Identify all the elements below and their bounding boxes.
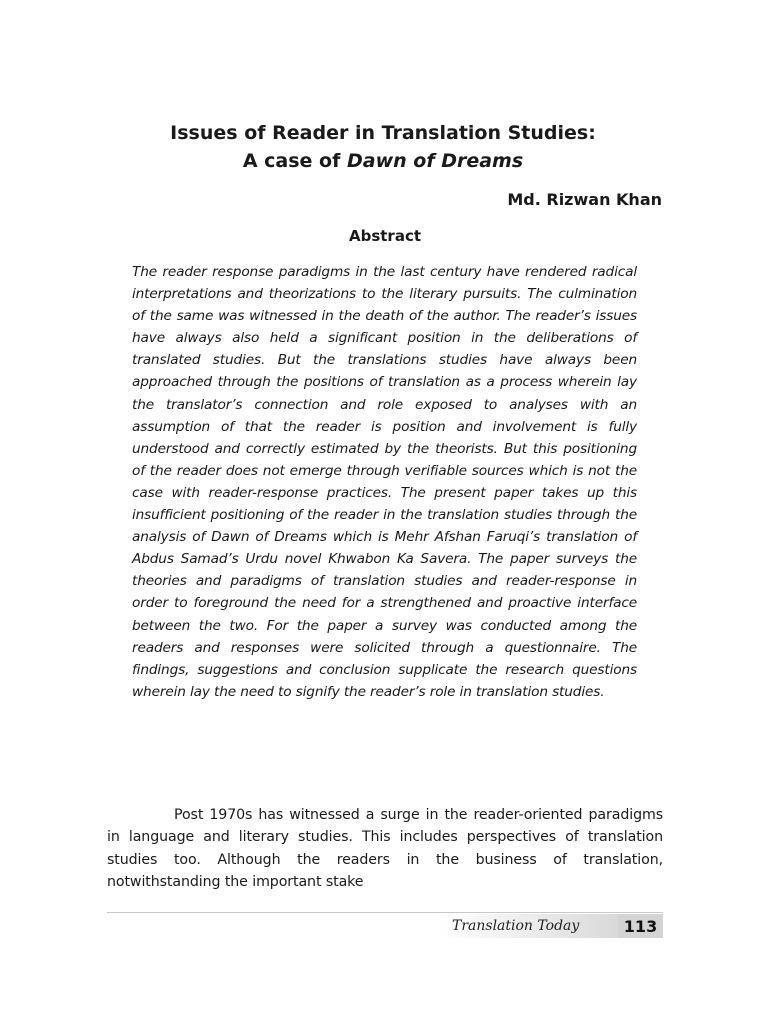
page-number: 113	[618, 914, 663, 938]
article-title-book-name: Dawn of Dreams	[346, 150, 524, 172]
body-paragraph: Post 1970s has witnessed a surge in the reader-oriented paradigms in language and literary studies. This includes perspectives of translation studies too. Although the readers in the business of translation, notwithstanding the important stake	[107, 807, 663, 890]
article-title-prefix: A case of	[242, 150, 347, 172]
footer-journal-band	[440, 914, 618, 938]
journal-name: Translation Today	[452, 918, 580, 934]
author-name: Md. Rizwan Khan	[507, 190, 662, 209]
abstract-text: The reader response paradigms in the last century have rendered radical interpretations and theorizations to the literary pursuits. The culmination of the same was witnessed in the death of the author. The reader’s issues have always also held a significant position in the deliberations of translated studies. But the translations studies have always been approached through the positions of translation as a process wherein lay the translator’s connection and role exposed to analyses with an assumption of that the reader is position and involvement is fully understood and correctly estimated by the theorists. But this positioning of the reader does not emerge through verifiable sources which is not the case with reader-response practices. The present paper takes up this insufficient positioning of the reader in the translation studies through the analysis of Dawn of Dreams which is Mehr Afshan Faruqi’s translation of Abdus Samad’s Urdu novel Khwabon Ka Savera. The paper surveys the theories and paradigms of translation studies and reader-response in order to foreground the need for a strengthened and proactive interface between the two. For the paper a survey was conducted among the readers and responses were solicited through a questionnaire. The findings, suggestions and conclusion supplicate the research questions wherein lay the need to signify the reader’s role in translation studies.	[132, 264, 637, 700]
article-title-line-2	[0, 146, 768, 176]
abstract-heading: Abstract	[348, 227, 422, 245]
article-title-line-1: Issues of Reader in Translation Studies:	[170, 122, 596, 144]
footer-divider	[107, 912, 663, 913]
